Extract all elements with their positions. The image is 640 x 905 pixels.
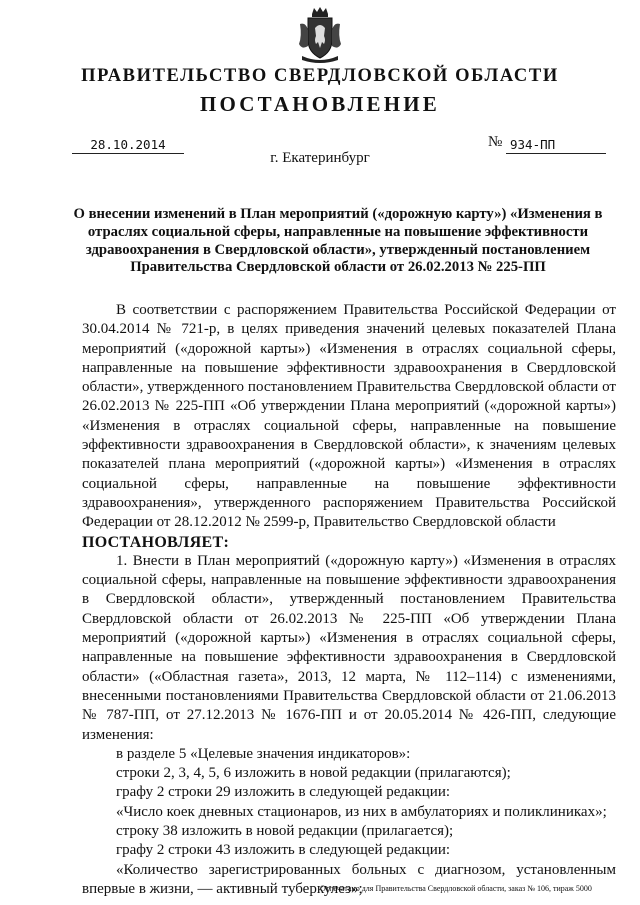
preamble-paragraph: В соответствии с распоряжением Правительства Российской Федерации от 30.04.2014 № 721-р, в целях приведения значений целевых показателей Плана мероприятий («дорожной карты») «Изменения в отраслях социальной сферы, направленные на повышение эффективности здравоохранения в Свердловской области», утвержденного постановлением Правительства Свердловской области от 26.02.2013 № 225-ПП «Об утверждении Плана мероприятий («дорожной карты») «Изменения в отраслях социальной сферы, направленные на повышение эффективности здравоохранения в Свердловской области», к значениям целевых показателей плана мероприятий («дорожной карты») «Изменения в отраслях социальной сферы, направленные на повышение эффективности здравоохранения», утвержденного распоряжением Правительства Российской Федерации от 28.12.2012 № 2599-р, Правительство Свердловской области — [82, 302, 616, 531]
number-label: № — [488, 134, 503, 150]
item-1-paragraph: 1. Внести в План мероприятий («дорожную карту») «Изменения в отраслях социальной сферы, направленные на повышение эффективности здравоохранения в Свердловской области», утвержденный постановлением Правительства Свердловской области от 26.02.2013 № 225-ПП «Об утверждении Плана мероприятий («дорожной карты») «Изменения в отраслях социальной сферы, направленные на повышение эффективности здравоохранения в Свердловской области» («Областная газета», 2013, 12 марта, № 112–114) с изменениями, внесенными постановлениями Правительства Свердловской области от 21.06.2013 № 787-ПП, от 27.12.2013 № 1676-ПП и от 20.05.2014 № 426-ПП, следующие изменения: — [82, 552, 616, 743]
document-date: 28.10.2014 — [72, 137, 184, 154]
list-item: «Число коек дневных стационаров, из них в амбулаториях и поликлиниках»; — [116, 803, 607, 820]
coat-of-arms-icon — [296, 6, 344, 66]
decree-word: ПОСТАНОВЛЯЕТ: — [82, 533, 230, 551]
list-item: в разделе 5 «Целевые значения индикаторов»: — [116, 745, 411, 762]
organization-title: ПРАВИТЕЛЬСТВО СВЕРДЛОВСКОЙ ОБЛАСТИ — [81, 66, 559, 86]
document-body — [82, 301, 616, 899]
document-subject: О внесении изменений в План мероприятий («дорожную карту») «Изменения в отраслях социальной сферы, направленные на повышение эффективности здравоохранения в Свердловской области», утвержденный постановлением Правительства Свердловской области от 26.02.2013 № 225-ПП — [73, 206, 603, 276]
list-item: строки 2, 3, 4, 5, 6 изложить в новой редакции (прилагаются); — [116, 765, 511, 782]
list-item: графу 2 строки 43 изложить в следующей редакции: — [116, 842, 451, 859]
list-item: графу 2 строки 29 изложить в следующей редакции: — [116, 784, 451, 801]
document-type-heading: ПОСТАНОВЛЕНИЕ — [199, 92, 441, 116]
list-item: «Количество зарегистрированных больных с диагнозом, установленным впервые в жизни, — активный туберкулез»; — [82, 861, 616, 897]
document-number: 934-ПП — [506, 137, 606, 154]
print-imprint: Отпечатано для Правительства Свердловской области, заказ № 106, тираж 5000 — [320, 884, 592, 893]
city: г. Екатеринбург — [270, 150, 370, 166]
list-item: строку 38 изложить в новой редакции (прилагается); — [116, 823, 454, 840]
